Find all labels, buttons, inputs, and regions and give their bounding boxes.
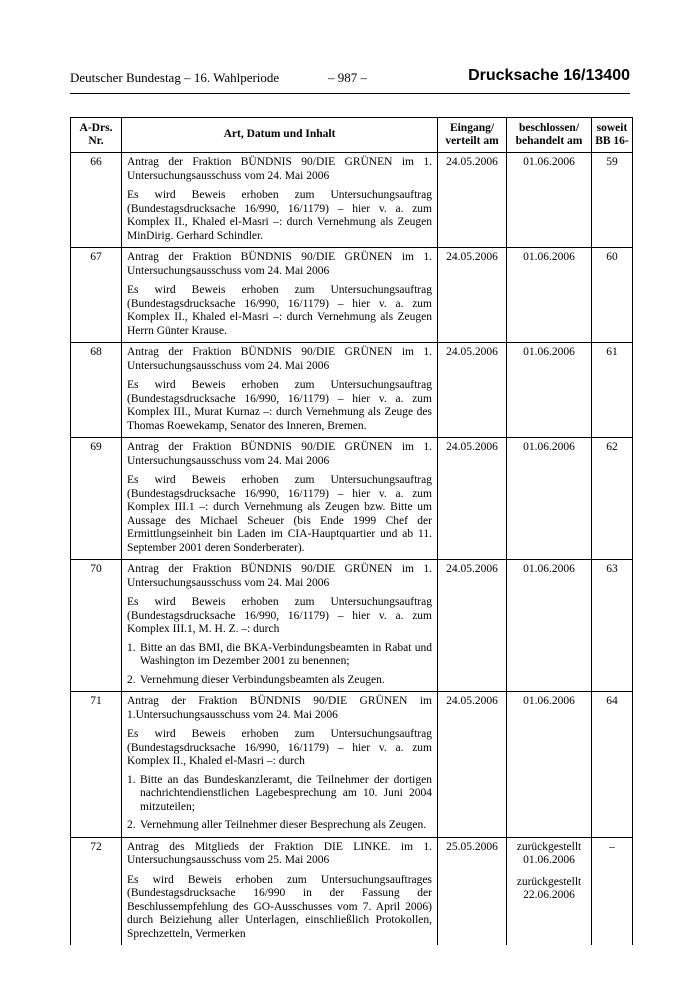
- row-beschlossen-entry: 01.06.2006: [523, 346, 575, 358]
- column-header-eingang: Eingang/ verteilt am: [438, 118, 507, 153]
- row-beschlossen: [507, 343, 592, 438]
- row-title: Antrag der Fraktion BÜNDNIS 90/DIE GRÜNEN im 1. Untersuchungsausschuss vom 24. Mai 2006: [127, 563, 432, 589]
- list-item: [127, 674, 432, 688]
- list-item-text: Bitte an das Bundeskanzleramt, die Teilnehmer der dortigen nachrichtendienstlichen Lagebesprechung am 10. Juni 2004 mitzuteilen;: [140, 773, 432, 813]
- row-number: 71: [71, 692, 122, 838]
- row-item-list: [127, 774, 432, 833]
- list-item-text: Vernehmung aller Teilnehmer dieser Besprechung als Zeugen.: [140, 819, 427, 831]
- row-bb-number: 63: [592, 560, 633, 692]
- row-title: Antrag des Mitglieds der Fraktion DIE LINKE. im 1. Untersuchungsausschuss vom 25. Mai 2006: [127, 840, 432, 866]
- row-title: Antrag der Fraktion BÜNDNIS 90/DIE GRÜNEN im 1. Untersuchungsausschuss vom 24. Mai 2006: [127, 156, 432, 182]
- row-number: 69: [71, 438, 122, 560]
- list-item: [127, 774, 432, 815]
- row-title: Antrag der Fraktion BÜNDNIS 90/DIE GRÜNEN im 1. Untersuchungsausschuss vom 24. Mai 2006: [127, 251, 432, 277]
- row-eingang-date: 24.05.2006: [438, 248, 507, 343]
- row-number: 70: [71, 560, 122, 692]
- column-header-nr: A-Drs. Nr.: [71, 118, 122, 153]
- row-bb-number: 62: [592, 438, 633, 560]
- list-item-number: 2.: [127, 673, 136, 686]
- row-item-list: [127, 642, 432, 688]
- row-beschlossen-entry: 01.06.2006: [523, 563, 575, 575]
- row-eingang-date: 24.05.2006: [438, 438, 507, 560]
- table-body: [71, 153, 633, 946]
- list-item-number: 1.: [127, 773, 136, 786]
- row-bb-number: 60: [592, 248, 633, 343]
- row-beschlossen-entry: 01.06.2006: [523, 251, 575, 263]
- row-description: Es wird Beweis erhoben zum Untersuchungsauftrages (Bundestagsdrucksache 16/990 in der Fassung der Beschlussempfehlung des GO-Ausschusses vom 7. April 2006) durch Beiziehung aller Unterlagen, einschließlich Protokollen, Sprechzetteln, Vermerken: [127, 873, 432, 940]
- row-beschlossen: [507, 692, 592, 838]
- list-item-text: Vernehmung dieser Verbindungsbeamten als Zeugen.: [140, 673, 385, 686]
- table-row: [71, 248, 633, 343]
- row-number: 66: [71, 153, 122, 248]
- row-content: [122, 560, 438, 692]
- row-beschlossen-entry: 01.06.2006: [523, 695, 575, 707]
- header-document-id: 16/13400: [558, 67, 630, 84]
- header-document-prefix: Drucksache: [468, 67, 559, 84]
- row-description: Es wird Beweis erhoben zum Untersuchungsauftrag (Bundestagsdrucksache 16/990, 16/1179) – hier v. a. zum Komplex II., Khaled el-Masri –: durch Vernehmung als Zeugen Herrn Günter Krause.: [127, 284, 432, 337]
- row-beschlossen-entry: 01.06.2006: [523, 441, 575, 453]
- column-header-inhalt: Art, Datum und Inhalt: [122, 118, 438, 153]
- row-beschlossen: [507, 153, 592, 248]
- column-header-bb: soweit BB 16-: [592, 118, 633, 153]
- row-beschlossen-entry: 01.06.2006: [523, 156, 575, 168]
- document-table: [70, 117, 633, 945]
- header-publication: Deutscher Bundestag – 16. Wahlperiode: [70, 70, 280, 85]
- row-eingang-date: 24.05.2006: [438, 560, 507, 692]
- row-content: [122, 343, 438, 438]
- row-number: 72: [71, 837, 122, 945]
- row-bb-number: 61: [592, 343, 633, 438]
- page-header: [70, 67, 630, 94]
- table-header-row: [71, 118, 633, 153]
- table-row: [71, 438, 633, 560]
- row-description: Es wird Beweis erhoben zum Untersuchungsauftrag (Bundestagsdrucksache 16/990, 16/1179) – hier v. a. zum Komplex III., Murat Kurnaz –: durch Vernehmung als Zeuge des Thomas Roewekamp, Senator des Inneren, Bremen.: [127, 379, 432, 432]
- table-row: [71, 692, 633, 838]
- row-bb-number: 59: [592, 153, 633, 248]
- row-beschlossen: [507, 438, 592, 560]
- row-content: [122, 153, 438, 248]
- list-item-number: 1.: [127, 641, 136, 654]
- row-description: Es wird Beweis erhoben zum Untersuchungsauftrag (Bundestagsdrucksache 16/990, 16/1179) – hier v. a. zum Komplex III.1 –: durch Vernehmung als Zeugen bzw. Bitte um Aussage des Michael Scheuer (bis Ende 1999 Chef der Ermittlungseinheit bin Laden im CIA-Hauptquartier und ab 11. September 2001 deren Sonderberater).: [127, 474, 432, 554]
- row-eingang-date: 24.05.2006: [438, 153, 507, 248]
- row-content: [122, 837, 438, 945]
- row-beschlossen: [507, 248, 592, 343]
- row-title: Antrag der Fraktion BÜNDNIS 90/DIE GRÜNEN im 1. Untersuchungsausschuss vom 24. Mai 2006: [127, 346, 432, 372]
- header-page-number: – 987 –: [328, 70, 367, 85]
- row-description: Es wird Beweis erhoben zum Untersuchungsauftrag (Bundestagsdrucksache 16/990, 16/1179) – hier v. a. zum Komplex II., Khaled el-Masri –: durch: [127, 728, 432, 767]
- row-title: Antrag der Fraktion BÜNDNIS 90/DIE GRÜNEN im 1.Untersuchungsausschuss vom 24. Mai 2006: [127, 695, 432, 721]
- list-item: [127, 642, 432, 669]
- row-bb-number: 64: [592, 692, 633, 838]
- list-item-text: Bitte an das BMI, die BKA-Verbindungsbeamten in Rabat und Washington im Dezember 2001 zu benennen;: [140, 641, 432, 667]
- row-number: 68: [71, 343, 122, 438]
- list-item-number: 2.: [127, 819, 136, 831]
- row-eingang-date: 24.05.2006: [438, 692, 507, 838]
- header-document-number: [468, 67, 630, 85]
- row-content: [122, 438, 438, 560]
- row-beschlossen: [507, 560, 592, 692]
- row-eingang-date: 25.05.2006: [438, 837, 507, 945]
- row-content: [122, 692, 438, 838]
- row-description: Es wird Beweis erhoben zum Untersuchungsauftrag (Bundestagsdrucksache 16/990, 16/1179) – hier v. a. zum Komplex III.1, M. H. Z. –: durch: [127, 596, 432, 635]
- table-row: [71, 153, 633, 248]
- row-title: Antrag der Fraktion BÜNDNIS 90/DIE GRÜNEN im 1. Untersuchungsausschuss vom 24. Mai 2006: [127, 441, 432, 467]
- table-row: [71, 343, 633, 438]
- table-row: [71, 560, 633, 692]
- row-number: 67: [71, 248, 122, 343]
- row-beschlossen: [507, 837, 592, 945]
- row-eingang-date: 24.05.2006: [438, 343, 507, 438]
- row-content: [122, 248, 438, 343]
- row-bb-number: –: [592, 837, 633, 945]
- column-header-beschlossen: beschlossen/ behandelt am: [507, 118, 592, 153]
- row-beschlossen-entry: zurückgestellt 01.06.2006: [516, 840, 582, 866]
- list-item: [127, 819, 432, 833]
- row-beschlossen-entry: zurückgestellt 22.06.2006: [516, 875, 582, 901]
- table-row: [71, 837, 633, 945]
- row-description: Es wird Beweis erhoben zum Untersuchungsauftrag (Bundestagsdrucksache 16/990, 16/1179) – hier v. a. zum Komplex II., Khaled el-Masri –: durch Vernehmung als Zeugen MinDirig. Gerhard Schindler.: [127, 189, 432, 242]
